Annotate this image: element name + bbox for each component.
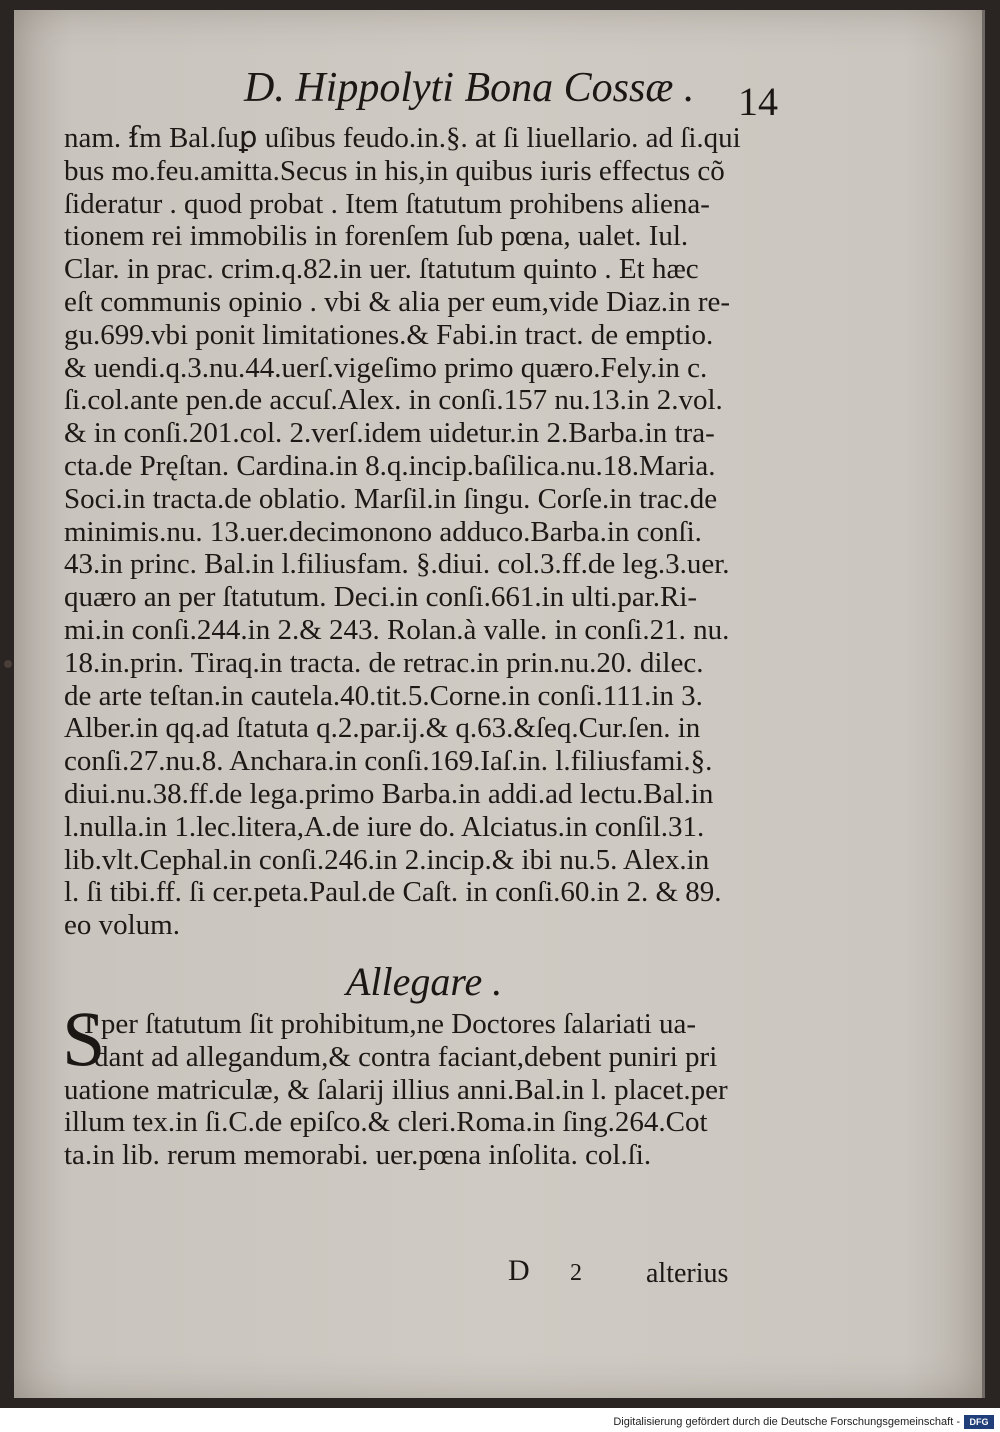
ink-spot	[4, 660, 12, 668]
text-line: uatione matriculæ, & ſalarij illius anni.Bal.in l. placet.per	[64, 1073, 728, 1106]
text-line: nam. ẜm Bal.ſuꝑ uſibus feudo.in.§. at ſi liuellario. ad ſi.qui	[64, 122, 741, 154]
text-line: ſideratur . quod probat . Item ſtatutum prohibens aliena-	[64, 187, 710, 220]
text-line: eſt communis opinio . vbi & alia per eum,vide Diaz.in re-	[64, 285, 731, 318]
text-line: cta.de Pręſtan. Cardina.in 8.q.incip.baſilica.nu.18.Maria.	[64, 449, 716, 482]
text-line: I per ſtatutum ſit prohibitum,ne Doctores ſalariati ua-	[84, 1008, 697, 1040]
text-line: ſi.col.ante pen.de accuſ.Alex. in conſi.157 nu.13.in 2.vol.	[64, 384, 723, 417]
text-line: mi.in conſi.244.in 2.& 243. Rolan.à valle. in conſi.21. nu.	[64, 613, 730, 646]
text-line: Soci.in tracta.de oblatio. Marſil.in ſingu. Corſe.in trac.de	[64, 482, 718, 515]
section-paragraph	[64, 1008, 824, 1172]
running-head: D. Hippolyti Bona Cossæ .	[244, 65, 695, 111]
text-line: illum tex.in ſi.C.de epiſco.& cleri.Roma.in ſing.264.Cot	[64, 1106, 708, 1139]
text-line: l. ſi tibi.ff. ſi cer.peta.Paul.de Caſt. in conſi.60.in 2. & 89.	[64, 876, 722, 909]
text-line: diui.nu.38.ff.de lega.primo Barba.in addi.ad lectu.Bal.in	[64, 777, 714, 810]
dfg-logo: DFG	[964, 1415, 994, 1429]
body-text	[64, 122, 824, 942]
text-line: eo volum.	[64, 909, 180, 942]
text-line: Clar. in prac. crim.q.82.in uer. ſtatutum quinto . Et hæc	[64, 253, 699, 286]
text-line: tionem rei immobilis in forenſem ſub pœna, ualet. Iul.	[64, 220, 689, 253]
text-line: 43.in princ. Bal.in l.filiusfam. §.diui. col.3.ff.de leg.3.uer.	[64, 548, 730, 581]
signature-number: 2	[570, 1260, 582, 1286]
text-line: conſi.27.nu.8. Anchara.in conſi.169.Iaſ.in. l.filiusfami.§.	[64, 745, 713, 778]
signature-letter: D	[508, 1254, 530, 1287]
digitization-credit: Digitalisierung gefördert durch die Deutsche Forschungsgemeinschaft -	[613, 1416, 960, 1428]
text-line: ta.in lib. rerum memorabi. uer.pœna inſolita. col.ſi.	[64, 1139, 652, 1172]
catchword: alterius	[646, 1258, 729, 1289]
text-line: dant ad allegandum,& contra faciant,debent puniri pri	[94, 1040, 718, 1073]
text-line: Alber.in qq.ad ſtatuta q.2.par.ij.& q.63.&ſeq.Cur.ſen. in	[64, 712, 701, 745]
text-line: bus mo.feu.amitta.Secus in his,in quibus iuris effectus cõ	[64, 154, 725, 187]
text-line: minimis.nu. 13.uer.decimonono adduco.Barba.in conſi.	[64, 515, 702, 548]
section-title: Allegare .	[346, 959, 503, 1004]
text-line: quæro an per ſtatutum. Deci.in conſi.661.in ulti.par.Ri-	[64, 581, 698, 614]
text-line: & uendi.q.3.nu.44.uerſ.vigeſimo primo quæro.Fely.in c.	[64, 351, 708, 384]
text-line: & in conſi.201.col. 2.verſ.idem uidetur.in 2.Barba.in tra-	[64, 417, 715, 450]
page-number: 14	[738, 79, 778, 124]
text-line: l.nulla.in 1.lec.litera,A.de iure do. Alciatus.in conſil.31.	[64, 810, 705, 843]
text-line: 18.in.prin. Tiraq.in tracta. de retrac.in prin.nu.20. dilec.	[64, 646, 704, 679]
drop-cap: S	[62, 995, 106, 1082]
text-line: de arte teſtan.in cautela.40.tit.5.Corne.in conſi.111.in 3.	[64, 679, 703, 712]
text-line: lib.vlt.Cephal.in conſi.246.in 2.incip.& ibi nu.5. Alex.in	[64, 843, 710, 876]
text-line: gu.699.vbi ponit limitationes.& Fabi.in tract. de emptio.	[64, 318, 714, 351]
